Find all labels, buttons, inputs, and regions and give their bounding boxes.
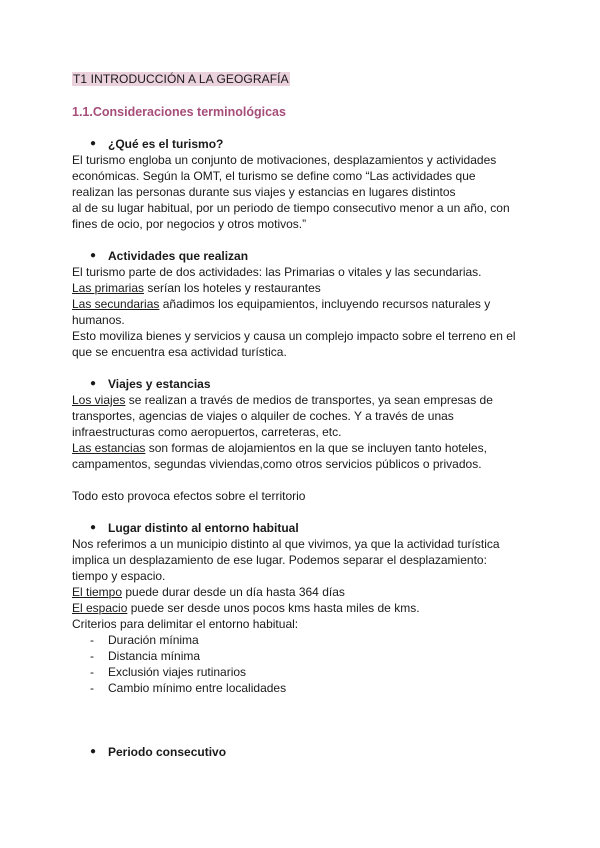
paragraph-line xyxy=(72,440,487,456)
section-subtitle: 1.1.Consideraciones terminológicas xyxy=(72,105,286,119)
paragraph-line: al de su lugar habitual, por un periodo de tiempo consecutivo menor a un año, con xyxy=(72,201,510,215)
underlined-term: El espacio xyxy=(72,601,128,615)
line-text: serían los hoteles y restaurantes xyxy=(144,281,321,295)
heading-text: ¿Qué es el turismo? xyxy=(108,137,224,151)
bullet-icon: ● xyxy=(90,378,97,389)
paragraph-line: Criterios para delimitar el entorno habitual: xyxy=(72,617,299,631)
paragraph-line: económicas. Según la OMT, el turismo se define como “Las actividades que xyxy=(72,169,476,183)
paragraph-line: tiempo y espacio. xyxy=(72,569,166,583)
dash-icon: - xyxy=(90,681,94,695)
underlined-term: Los viajes xyxy=(72,393,126,407)
dash-icon: - xyxy=(90,633,94,647)
paragraph-line xyxy=(72,296,490,312)
paragraph-line: El turismo parte de dos actividades: las Primarias o vitales y las secundarias. xyxy=(72,265,482,279)
bullet-icon: ● xyxy=(90,138,97,149)
paragraph-line xyxy=(72,600,420,616)
dash-icon: - xyxy=(90,665,94,679)
paragraph-line: Todo esto provoca efectos sobre el territorio xyxy=(72,489,306,503)
paragraph-line: humanos. xyxy=(72,313,125,327)
underlined-term: Las primarias xyxy=(72,281,145,295)
underlined-term: El tiempo xyxy=(72,585,123,599)
underlined-term: Las estancias xyxy=(72,441,146,455)
paragraph-line xyxy=(72,392,493,408)
heading-text: Actividades que realizan xyxy=(108,249,249,263)
page-title xyxy=(72,71,290,87)
line-text: puede durar desde un día hasta 364 días xyxy=(122,585,345,599)
list-item-text: Exclusión viajes rutinarios xyxy=(108,665,247,679)
bullet-icon: ● xyxy=(90,746,97,757)
heading-text: Lugar distinto al entorno habitual xyxy=(108,521,299,535)
list-item-text: Duración mínima xyxy=(108,633,199,647)
paragraph-line xyxy=(72,280,321,296)
page-title-text: T1 INTRODUCCIÓN A LA GEOGRAFÍA xyxy=(73,72,289,86)
line-text: son formas de alojamientos en la que se incluyen tanto hoteles, xyxy=(145,441,487,455)
paragraph-line: implica un desplazamiento de ese lugar. Podemos separar el desplazamiento: xyxy=(72,553,487,567)
paragraph-line: campamentos, segundas viviendas,como otros servicios públicos o privados. xyxy=(72,457,482,471)
paragraph-line: realizan las personas durante sus viajes y estancias en lugares distintos xyxy=(72,185,456,199)
paragraph-line: transportes, agencias de viajes o alquiler de coches. Y a través de unas xyxy=(72,409,454,423)
heading-text: Viajes y estancias xyxy=(108,377,211,391)
bullet-icon: ● xyxy=(90,522,97,533)
paragraph-line: infraestructuras como aeropuertos, carreteras, etc. xyxy=(72,425,342,439)
list-item-text: Cambio mínimo entre localidades xyxy=(108,681,287,695)
line-text: puede ser desde unos pocos kms hasta miles de kms. xyxy=(127,601,420,615)
paragraph-line: Esto moviliza bienes y servicios y causa un complejo impacto sobre el terreno en el xyxy=(72,329,516,343)
dash-icon: - xyxy=(90,649,94,663)
line-text: se realizan a través de medios de transportes, ya sean empresas de xyxy=(125,393,493,407)
underlined-term: Las secundarias xyxy=(72,297,160,311)
heading-text: Periodo consecutivo xyxy=(108,745,227,759)
line-text: añadimos los equipamientos, incluyendo recursos naturales y xyxy=(159,297,491,311)
paragraph-line: Nos referimos a un municipio distinto al que vivimos, ya que la actividad turística xyxy=(72,537,500,551)
bullet-icon: ● xyxy=(90,250,97,261)
paragraph-line: fines de ocio, por negocios y otros motivos.” xyxy=(72,217,307,231)
list-item-text: Distancia mínima xyxy=(108,649,201,663)
paragraph-line: que se encuentra esa actividad turística. xyxy=(72,345,287,359)
paragraph-line: El turismo engloba un conjunto de motivaciones, desplazamientos y actividades xyxy=(72,153,497,167)
paragraph-line xyxy=(72,584,345,600)
